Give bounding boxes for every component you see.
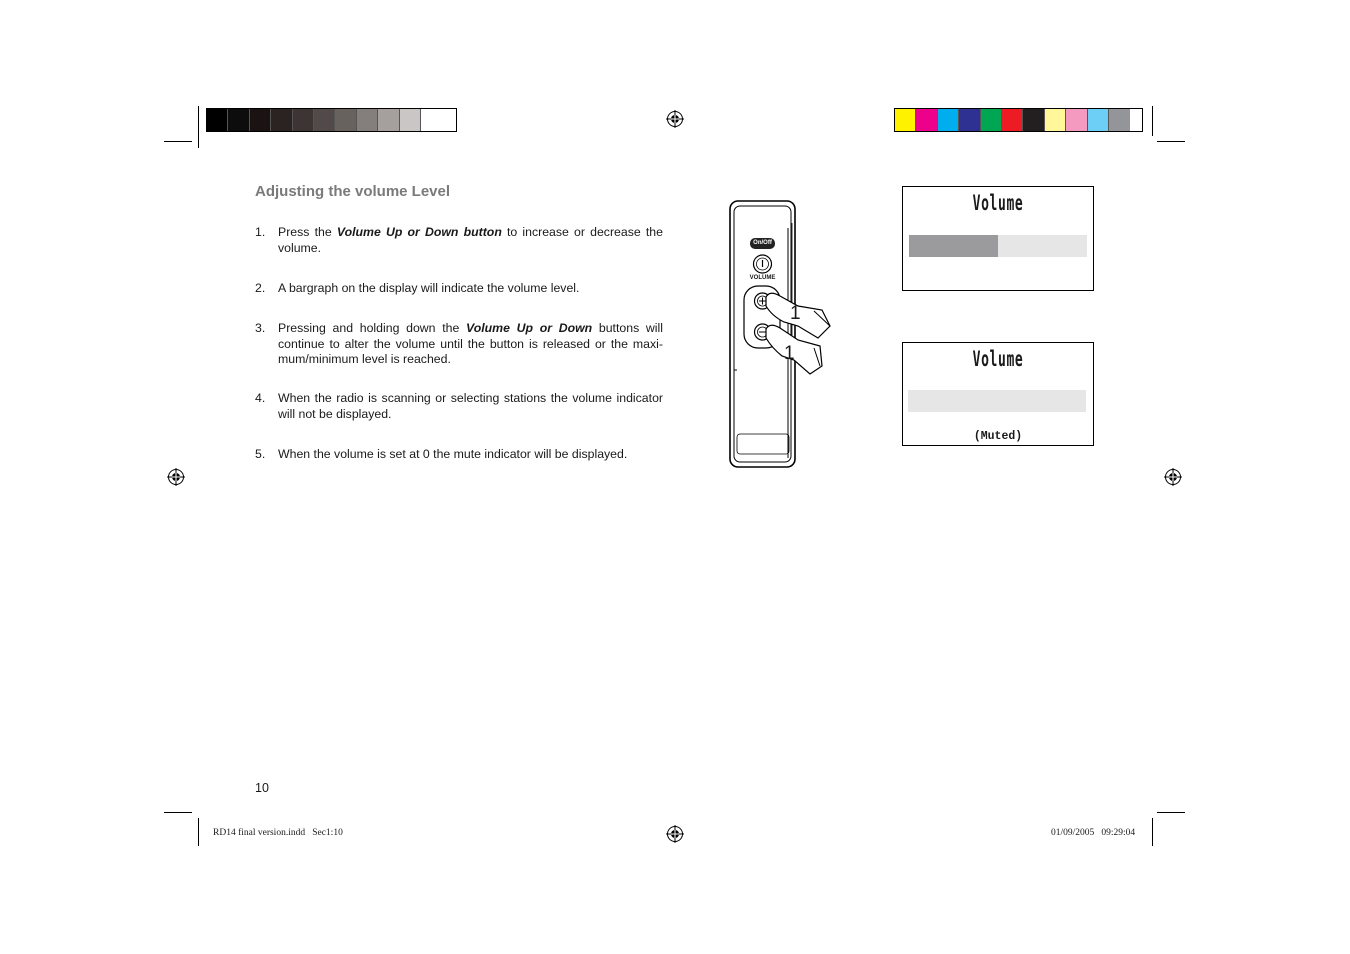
section-heading: Adjusting the volume Level — [255, 183, 451, 200]
color-swatch — [938, 109, 959, 131]
step-text: to increase or decrease the volume. — [278, 225, 663, 255]
volume-label: VOLUME — [749, 275, 776, 281]
crop-mark — [164, 141, 192, 142]
color-swatch — [357, 109, 378, 131]
color-swatch — [250, 109, 271, 131]
color-swatch — [981, 109, 1002, 131]
onoff-button-label: On/Off — [753, 240, 772, 246]
instruction-step — [255, 281, 663, 297]
radio-illustration — [722, 198, 837, 472]
registration-mark-icon — [167, 468, 185, 486]
color-swatch — [228, 109, 249, 131]
registration-mark-icon — [1164, 468, 1182, 486]
page-number: 10 — [255, 781, 269, 795]
color-swatch — [1002, 109, 1023, 131]
color-swatch — [421, 109, 442, 131]
crop-mark — [1157, 141, 1185, 142]
color-swatch — [1088, 109, 1109, 131]
process-color-bar — [894, 108, 1143, 132]
step-text: When the volume is set at 0 the mute indicator will be displayed. — [278, 447, 628, 461]
step-number: 2. — [255, 281, 266, 295]
step-number: 5. — [255, 447, 266, 461]
color-swatch — [314, 109, 335, 131]
volume-display-muted — [902, 342, 1094, 446]
color-swatch — [293, 109, 314, 131]
footer-timestamp: 01/09/2005 09:29:04 — [1051, 828, 1136, 838]
instruction-step — [255, 321, 663, 368]
volume-bargraph-fill — [909, 235, 998, 257]
registration-mark-icon — [666, 110, 684, 128]
color-swatch — [335, 109, 356, 131]
step-text: buttons will continue to alter the volume until the button is released or the maxi-mum/minimum level is reached. — [278, 321, 663, 366]
step-text: When the radio is scanning or selecting stations the volume indicator will not be displayed. — [278, 391, 663, 421]
step-emphasis: Volume Up or Down — [465, 321, 593, 335]
volume-bargraph — [908, 390, 1086, 412]
color-swatch — [916, 109, 937, 131]
step-number: 1. — [255, 225, 266, 239]
color-swatch — [1023, 109, 1044, 131]
step-text: Pressing and holding down the — [278, 321, 466, 335]
step-text: A bargraph on the display will indicate the volume level. — [278, 281, 580, 295]
instruction-step — [255, 225, 663, 256]
color-swatch — [1066, 109, 1087, 131]
color-swatch — [378, 109, 399, 131]
color-swatch — [959, 109, 980, 131]
color-swatch — [207, 109, 228, 131]
display-title: Volume — [972, 347, 1024, 371]
color-swatch — [1045, 109, 1066, 131]
volume-display — [902, 186, 1094, 291]
step-number: 4. — [255, 391, 266, 405]
grayscale-color-bar — [206, 108, 457, 132]
display-title: Volume — [972, 191, 1024, 215]
instruction-step — [255, 447, 663, 463]
crop-mark — [1157, 812, 1185, 813]
color-swatch — [895, 109, 916, 131]
crop-mark — [198, 106, 199, 148]
step-emphasis: Volume Up or Down button — [336, 225, 502, 239]
instruction-step — [255, 391, 663, 422]
callout-volume-down: 1 — [784, 343, 795, 364]
registration-mark-icon — [666, 825, 684, 843]
crop-mark — [164, 812, 192, 813]
volume-bargraph — [909, 235, 1087, 257]
crop-mark — [198, 818, 199, 846]
color-swatch — [400, 109, 421, 131]
crop-mark — [1152, 818, 1153, 846]
color-swatch — [1109, 109, 1130, 131]
callout-volume-up: 1 — [790, 303, 801, 324]
mute-indicator: (Muted) — [973, 430, 1023, 443]
step-number: 3. — [255, 321, 266, 335]
step-text: Press the — [278, 225, 337, 239]
footer-file-info: RD14 final version.indd Sec1:10 — [213, 828, 343, 838]
crop-mark — [1152, 106, 1153, 136]
color-swatch — [271, 109, 292, 131]
